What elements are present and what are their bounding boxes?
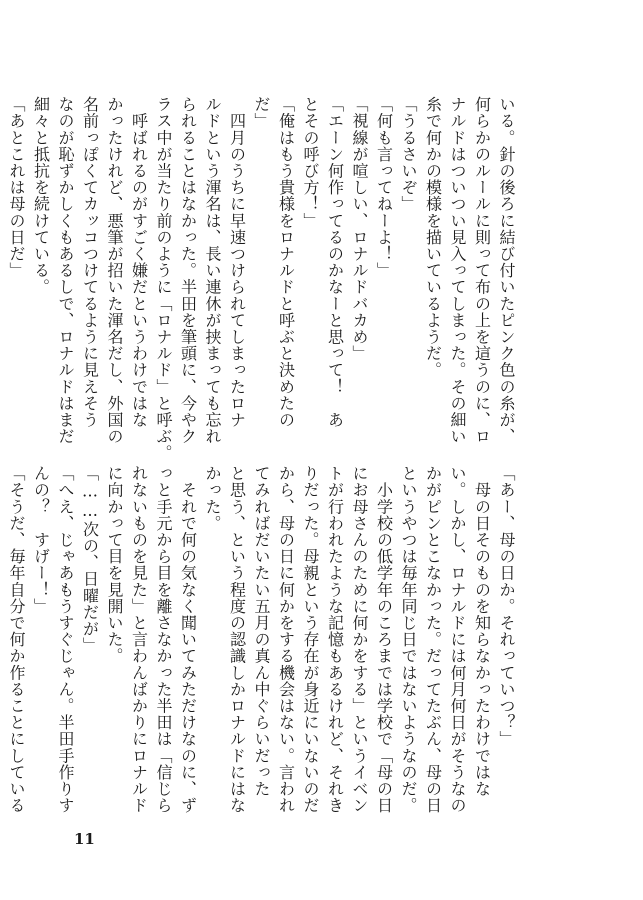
text-line: にお母さんのために何かをする」というイベン bbox=[350, 465, 369, 814]
text-line: 母の日そのものを知らなかったわけではな bbox=[472, 465, 492, 797]
text-line: ルドという渾名は、長い連休が挟まっても忘れ bbox=[203, 96, 222, 445]
text-line: それで何の気なく聞いてみただけなのに、ず bbox=[178, 465, 198, 814]
text-line: ラス中が当たり前のように「ロナルド」と呼ぶ。 bbox=[154, 96, 173, 462]
text-line: 「あー、母の日か。それっていつ？」 bbox=[497, 465, 516, 748]
text-line: 「へえ、じゃあもうすぐじゃん。半田手作りす bbox=[56, 465, 75, 814]
text-line: トが行われたような記憶もあるけれど、それき bbox=[325, 465, 345, 814]
text-line: れないものを見た」と言わんばかりにロナルド bbox=[129, 465, 149, 814]
text-line: んの？ すげー！」 bbox=[31, 465, 51, 615]
text-line: りだった。母親という存在が身近にいないのだ bbox=[301, 465, 320, 814]
text-line: かがピンとこなかった。だってたぶん、母の日 bbox=[423, 465, 443, 814]
text-line: 名前っぽくてカッコつけてるように見えそう bbox=[80, 96, 100, 428]
text-line: と思う、という程度の認識しかロナルドにはな bbox=[227, 465, 247, 814]
text-line: 呼ばれるのがすごく嫌だというわけではな bbox=[129, 96, 149, 428]
text-line: 「……次の、日曜だが」 bbox=[80, 465, 100, 654]
text-line: ナルドはついつい見入ってしまった。その細い bbox=[448, 96, 467, 445]
text-line: なのが恥ずかしくもあるしで、ロナルドはまだ bbox=[56, 96, 75, 445]
top-text-column bbox=[7, 96, 518, 462]
text-line: というやつは毎年同じ日ではないようなのだ。 bbox=[399, 465, 418, 814]
text-line: 糸で何かの模様を描いているようだ。 bbox=[423, 96, 443, 379]
text-line: だ」 bbox=[252, 96, 271, 130]
text-line: っと手元から目を離さなかった半田は「信じら bbox=[154, 465, 173, 814]
text-line: 「俺はもう貴様をロナルドと呼ぶと決めたの bbox=[276, 96, 296, 428]
text-line: かったけれど、悪筆が招いた渾名だし、外国の bbox=[105, 96, 124, 445]
text-line: かった。 bbox=[203, 465, 222, 532]
text-line: 細々と抵抗を続けている。 bbox=[31, 96, 51, 296]
text-line: 四月のうちに早速つけられてしまったロナ bbox=[227, 96, 247, 428]
text-line: 何らかのルールに則って布の上を這うのに、ロ bbox=[472, 96, 492, 445]
bottom-text-column bbox=[7, 465, 518, 814]
text-line: とその呼び方！」 bbox=[301, 96, 320, 229]
text-line: 「あとこれは母の日だ」 bbox=[7, 96, 26, 279]
text-line: 「何も言ってねーよ！」 bbox=[374, 96, 394, 279]
text-line: 「視線が喧しい、ロナルドバカめ」 bbox=[350, 96, 369, 362]
text-line: い。しかし、ロナルドには何月何日がそうなの bbox=[448, 465, 467, 814]
text-line: に向かって目を見開いた。 bbox=[105, 465, 124, 665]
page-number: 11 bbox=[74, 830, 95, 848]
text-line: てみればだいたい五月の真ん中ぐらいだった bbox=[252, 465, 271, 797]
text-line: から、母の日に何かをする機会はない。言われ bbox=[276, 465, 296, 814]
text-line: 「エーン何作ってるのかなーと思って！ あ bbox=[325, 96, 345, 428]
text-line: 小学校の低学年のころまでは学校で「母の日 bbox=[374, 465, 394, 814]
text-line: いる。針の後ろに結び付いたピンク色の糸が、 bbox=[497, 96, 516, 445]
text-line: られることはなかった。半田を筆頭に、今やク bbox=[178, 96, 198, 445]
text-line: 「うるさいぞ」 bbox=[399, 96, 418, 213]
text-line: 「そうだ、毎年自分で何か作ることにしている bbox=[7, 465, 26, 814]
